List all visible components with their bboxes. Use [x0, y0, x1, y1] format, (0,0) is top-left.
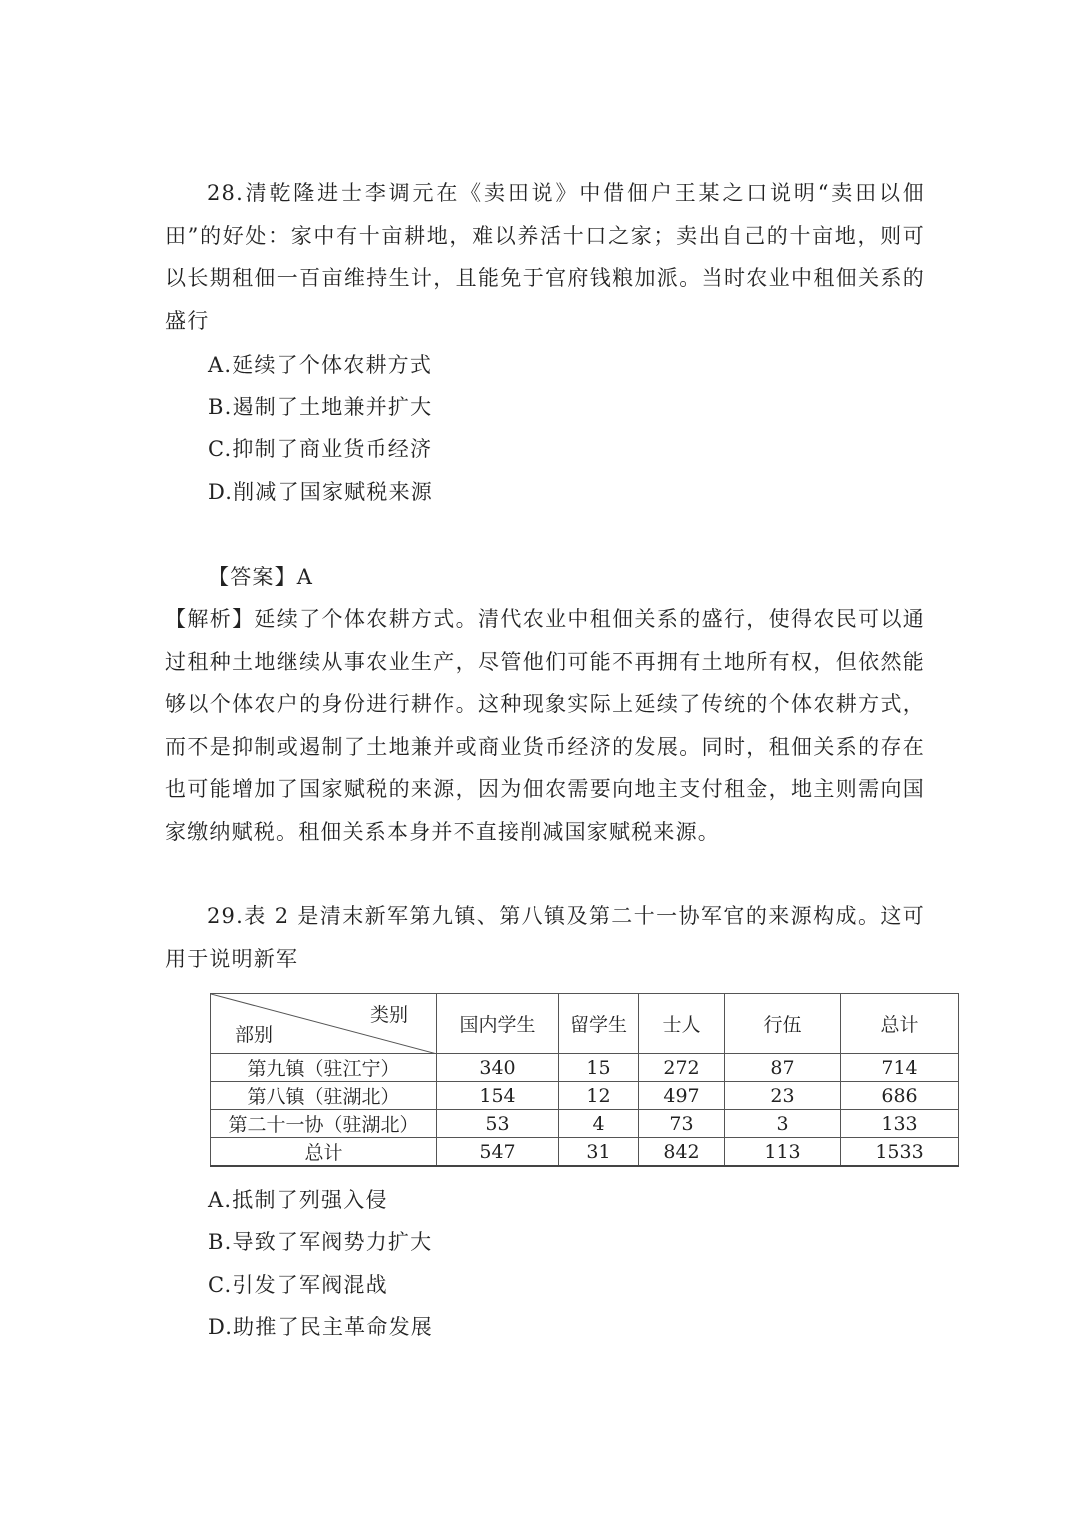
q28-option-a: A.延续了个体农耕方式: [208, 353, 433, 377]
q28-answer: 【答案】A: [208, 565, 314, 589]
q28-option-b: B.遏制了土地兼并扩大: [208, 395, 433, 419]
row-label: 总计: [211, 1138, 437, 1167]
table-cell: 1533: [841, 1138, 959, 1167]
officer-source-table: [210, 993, 958, 1164]
table-cell: 23: [725, 1082, 841, 1110]
table-corner-cell: [211, 994, 437, 1054]
table-cell: 31: [559, 1138, 639, 1167]
row-label: 第九镇（驻江宁）: [211, 1054, 437, 1082]
question-29-stem: 29.表 2 是清末新军第九镇、第八镇及第二十一协军官的来源构成。这可用于说明新军: [165, 904, 925, 971]
question-28-stem: 28.清乾隆进士李调元在《卖田说》中借佃户王某之口说明“卖田以佃田”的好处：家中有十亩耕地，难以养活十口之家；卖出自己的十亩地，则可以长期租佃一百亩维持生计，且能免于官府钱粮加派。当时农业中租佃关系的盛行: [165, 181, 925, 333]
q28-analysis: 【解析】延续了个体农耕方式。清代农业中租佃关系的盛行，使得农民可以通过租种土地继续从事农业生产，尽管他们可能不再拥有土地所有权，但依然能够以个体农户的身份进行耕作。这种现象实际上延续了传统的个体农耕方式，而不是抑制或遏制了土地兼并或商业货币经济的发展。同时，租佃关系的存在也可能增加了国家赋税的来源，因为佃农需要向地主支付租金，地主则需向国家缴纳赋税。租佃关系本身并不直接削减国家赋税来源。: [165, 607, 925, 844]
q29-option-d: D.助推了民主革命发展: [208, 1315, 433, 1339]
table-row: [211, 1082, 959, 1110]
column-header: 行伍: [725, 994, 841, 1054]
table-cell: 154: [437, 1082, 559, 1110]
table-cell: 4: [559, 1110, 639, 1138]
table-cell: 12: [559, 1082, 639, 1110]
table-cell: 113: [725, 1138, 841, 1167]
q29-option-a: A.抵制了列强入侵: [208, 1188, 388, 1212]
table-cell: 87: [725, 1054, 841, 1082]
table-cell: 686: [841, 1082, 959, 1110]
table: [210, 993, 959, 1167]
table-cell: 547: [437, 1138, 559, 1167]
table-row: [211, 1054, 959, 1082]
table-cell: 714: [841, 1054, 959, 1082]
row-label: 第八镇（驻湖北）: [211, 1082, 437, 1110]
row-label: 第二十一协（驻湖北）: [211, 1110, 437, 1138]
table-cell: 53: [437, 1110, 559, 1138]
column-header: 国内学生: [437, 994, 559, 1054]
column-header: 总计: [841, 994, 959, 1054]
column-header: 士人: [639, 994, 725, 1054]
table-header-row: [211, 994, 959, 1054]
table-cell: 272: [639, 1054, 725, 1082]
column-header: 留学生: [559, 994, 639, 1054]
corner-label-unit: 部别: [235, 1024, 274, 1046]
q29-option-b: B.导致了军阀势力扩大: [208, 1230, 433, 1254]
q28-option-d: D.削减了国家赋税来源: [208, 480, 433, 504]
table-cell: 133: [841, 1110, 959, 1138]
table-cell: 73: [639, 1110, 725, 1138]
corner-label-category: 类别: [369, 1004, 408, 1026]
q28-option-c: C.抑制了商业货币经济: [208, 437, 433, 461]
table-cell: 3: [725, 1110, 841, 1138]
table-cell: 340: [437, 1054, 559, 1082]
table-cell: 15: [559, 1054, 639, 1082]
table-cell: 842: [639, 1138, 725, 1167]
q29-option-c: C.引发了军阀混战: [208, 1273, 388, 1297]
table-cell: 497: [639, 1082, 725, 1110]
table-row: [211, 1110, 959, 1138]
table-row-total: [211, 1138, 959, 1167]
